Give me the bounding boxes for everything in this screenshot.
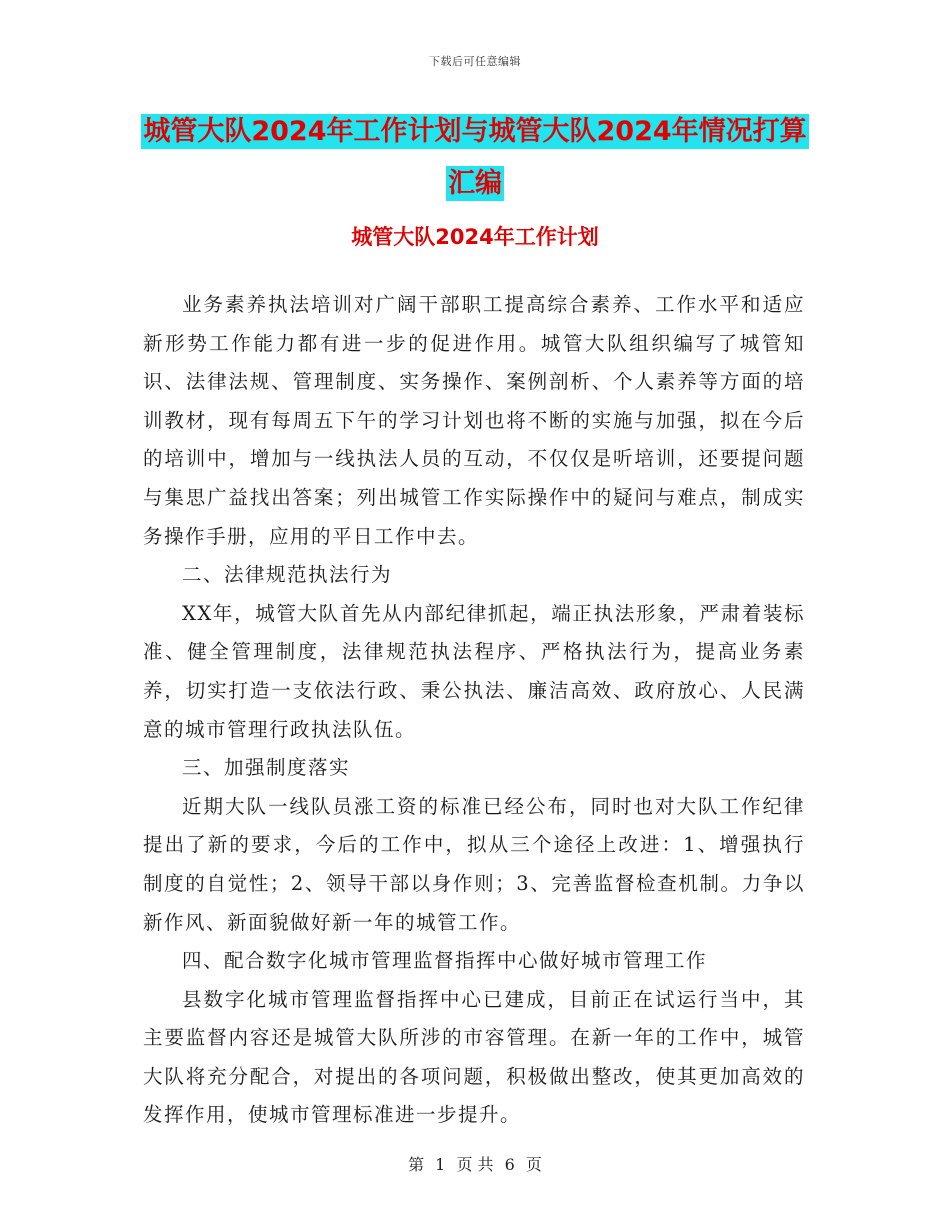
subheading: 四、配合数字化城市管理监督指挥中心做好城市管理工作 — [182, 949, 708, 973]
footer-prefix: 第 — [408, 1155, 425, 1174]
paragraph: 业务素养执法培训对广阔干部职工提高综合素养、工作水平和适应新形势工作能力都有进一步的促进作用。城管大队组织编写了城管知识、法律法规、管理制度、实务操作、案例剖析、个人素养等方面的培训教材，现有每周五下午的学习计划也将不断的实施与加强，拟在今后的培训中，增加与一线执法人员的互动，不仅仅是听培训，还要提问题与集思广益找出答案；列出城管工作实际操作中的疑问与难点，制成实务操作手册，应用的平日工作中去。 — [143, 293, 805, 548]
document-title-text: 城管大队2024年工作计划与城管大队2024年情况打算汇编 — [143, 116, 807, 199]
paragraph: XX年，城管大队首先从内部纪律抓起，端正执法形象，严肃着装标准、健全管理制度，法律规范执法程序、严格执法行为，提高业务素养，切实打造一支依法行政、秉公执法、廉洁高效、政府放心、人民满意的城市管理行政执法队伍。 — [143, 601, 805, 741]
document-body — [143, 286, 805, 1135]
header-note: 下载后可任意编辑 — [429, 55, 521, 68]
subheading: 二、法律规范执法行为 — [182, 563, 393, 587]
footer-middle: 页 共 — [456, 1155, 494, 1174]
page-footer — [0, 1152, 950, 1175]
section-title: 城管大队2024年工作计划 — [351, 225, 599, 249]
current-page-number: 1 — [435, 1155, 446, 1174]
document-title — [140, 106, 810, 210]
subheading: 三、加强制度落实 — [182, 756, 351, 780]
footer-suffix: 页 — [525, 1155, 542, 1174]
paragraph: 县数字化城市管理监督指挥中心已建成，目前正在试运行当中，其主要监督内容还是城管大队所涉的市容管理。在新一年的工作中，城管大队将充分配合，对提出的各项问题，积极做出整改，使其更加高效的发挥作用，使城市管理标准进一步提升。 — [143, 987, 805, 1127]
total-page-count: 6 — [504, 1155, 515, 1174]
paragraph: 近期大队一线队员涨工资的标准已经公布，同时也对大队工作纪律提出了新的要求，今后的工作中，拟从三个途径上改进：1、增强执行制度的自觉性；2、领导干部以身作则；3、完善监督检查机制。力争以新作风、新面貌做好新一年的城管工作。 — [143, 794, 805, 934]
